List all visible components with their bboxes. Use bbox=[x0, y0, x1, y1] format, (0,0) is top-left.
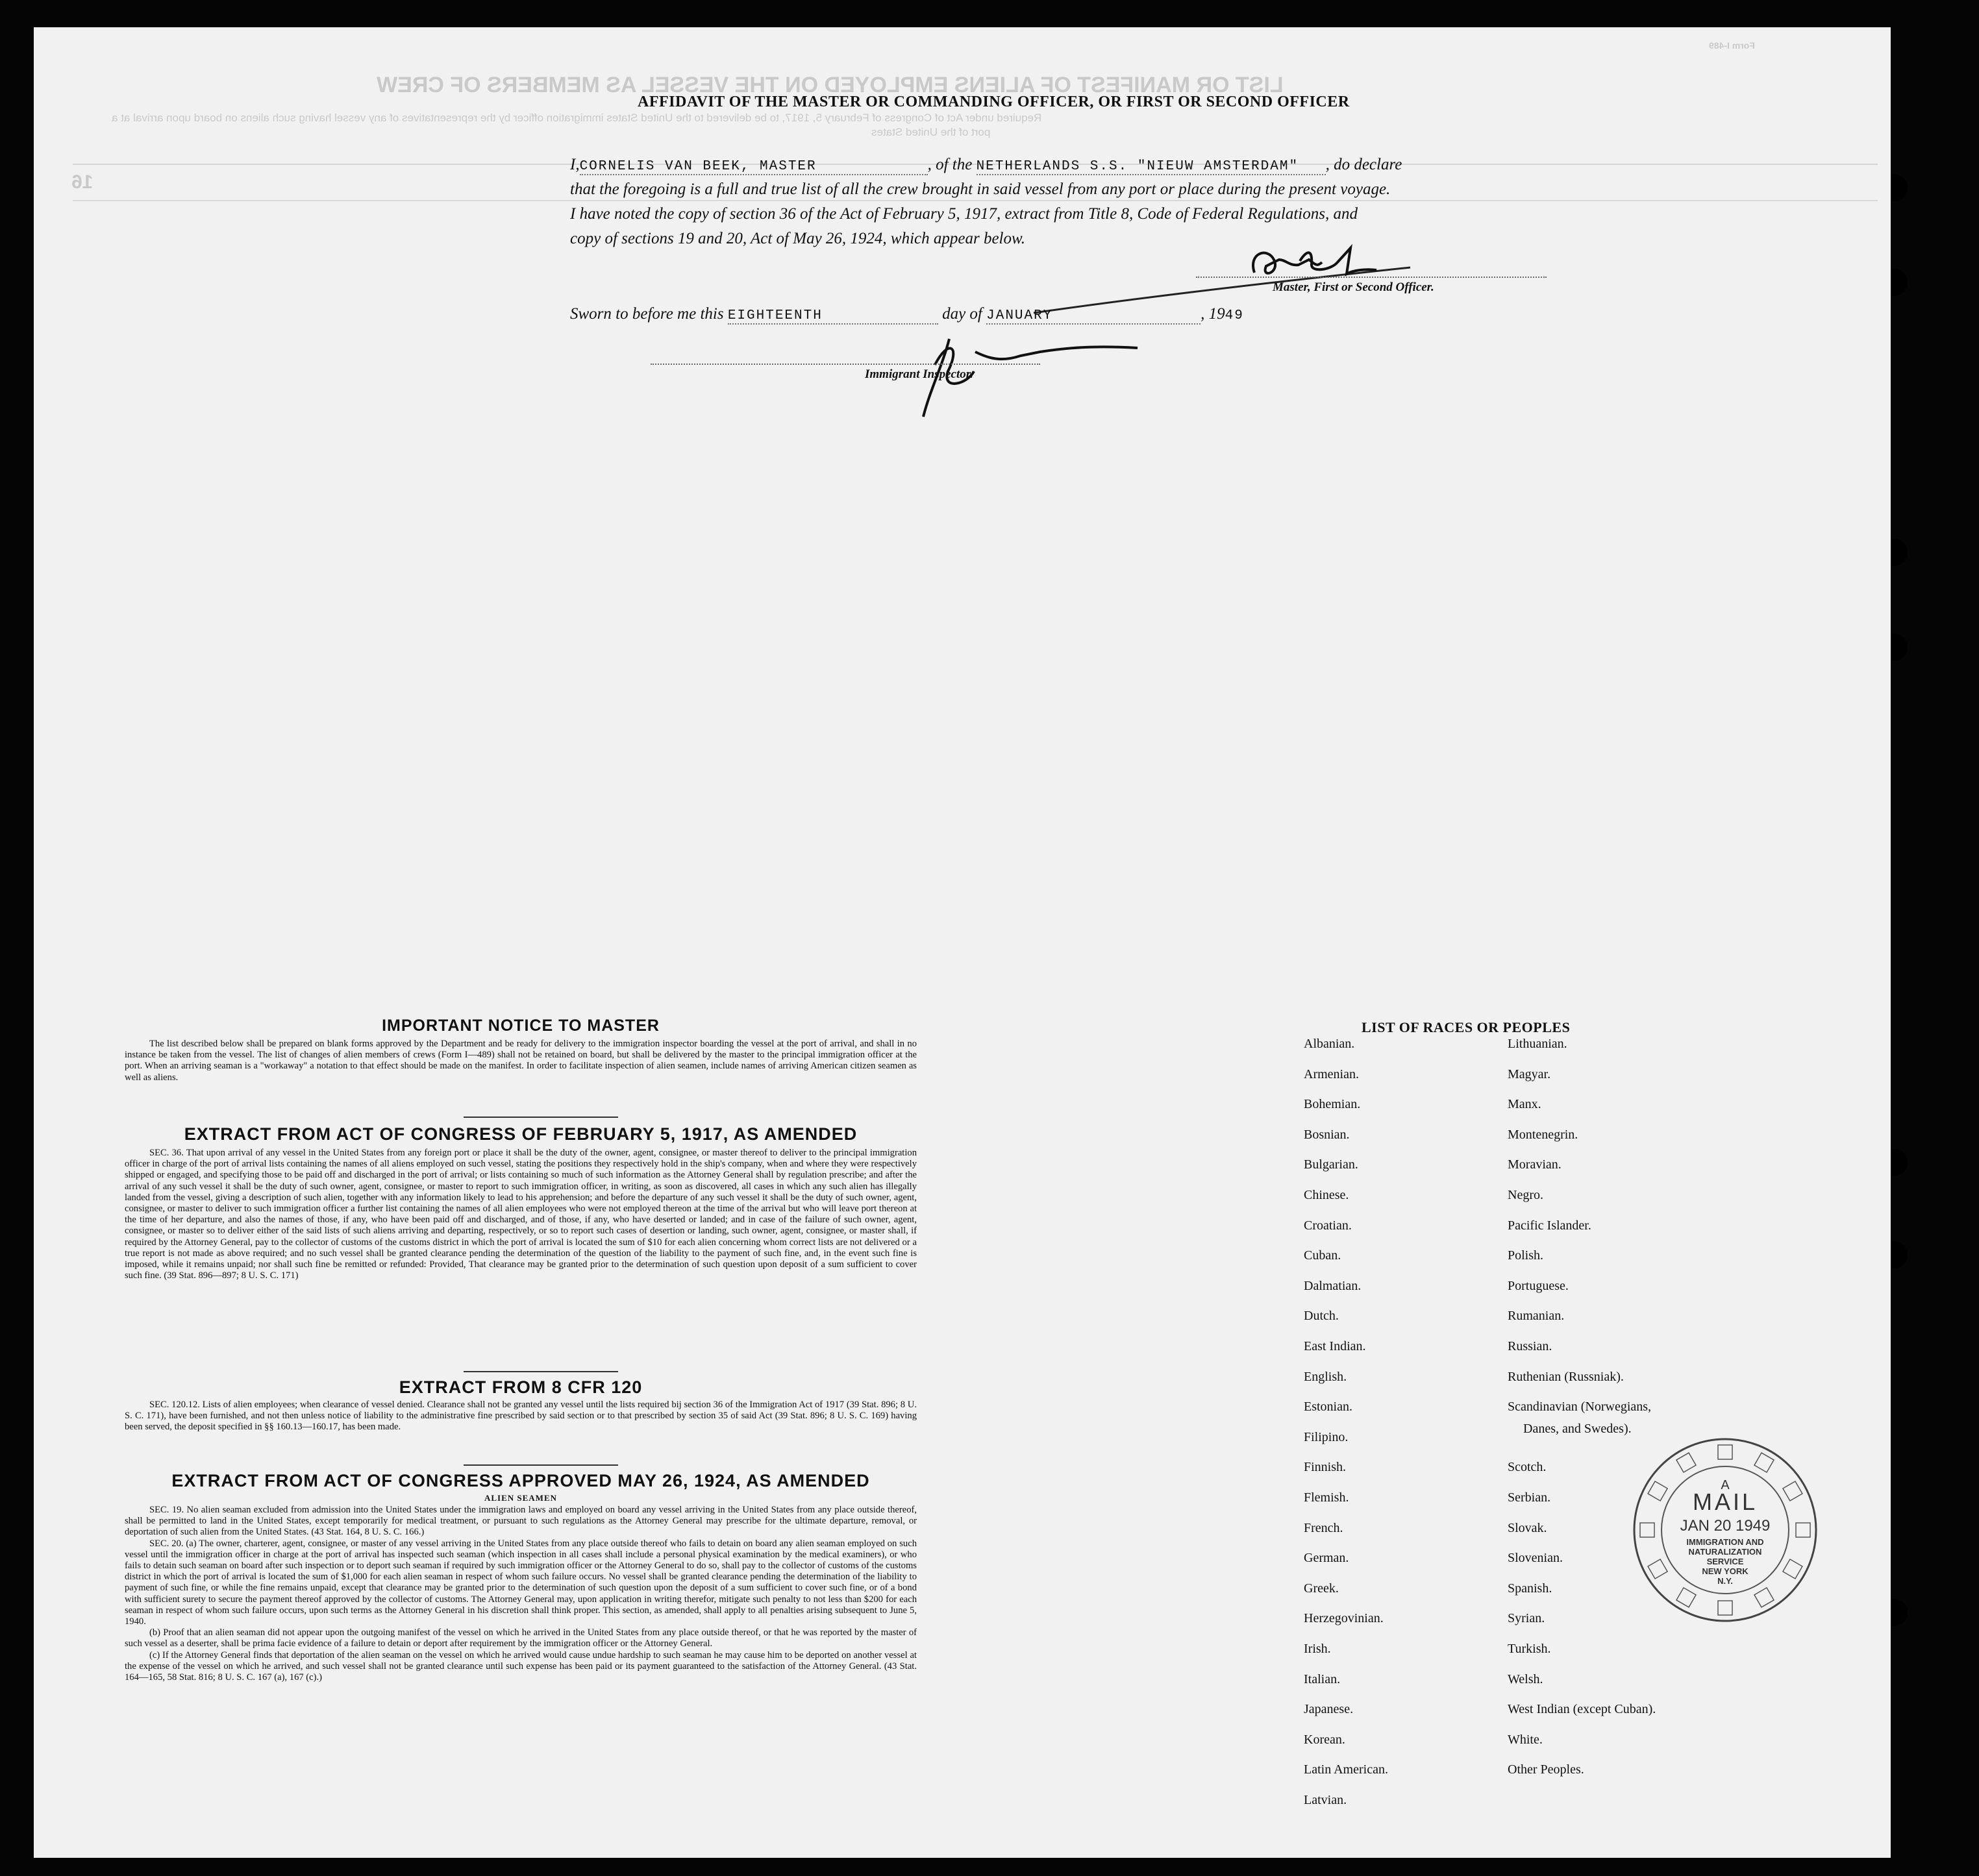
affidavit-title: AFFIDAVIT OF THE MASTER OR COMMANDING OFFICER, OR FIRST OR SECOND OFFICER bbox=[638, 93, 1350, 110]
sec-120-paragraph: SEC. 120.12. Lists of alien employees; when clearance of vessel denied. Clearance shall not be granted any vessel until the lists required bij section 36 of the Immigration Act of 1917 (39 Stat. 896; 8 U. S. C. 171), have been furnished, and not then unless notice of liability to the administrative fine prescribed by said section or to that prescribed by section 35 of said Act (39 Stat. 896; 8 U. S. C. 169) having been served, the deposit specified in §§ 160.13—160.17, has been made. bbox=[125, 1400, 917, 1433]
affidavit-declare: , do declare bbox=[1325, 156, 1402, 173]
stamp-mail: MAIL bbox=[1692, 1488, 1758, 1515]
stamp-agency-3: SERVICE bbox=[1706, 1557, 1744, 1566]
race-item: Pacific Islander. bbox=[1508, 1218, 1591, 1233]
extract-cfr-text bbox=[125, 1400, 917, 1433]
stamp-hour-box bbox=[1640, 1523, 1654, 1537]
affidavit-line-4: copy of sections 19 and 20, Act of May 26, 1924, which appear below. bbox=[570, 230, 1026, 247]
stamp-hour-box bbox=[1754, 1453, 1774, 1472]
race-item: Syrian. bbox=[1508, 1611, 1545, 1626]
race-item: Welsh. bbox=[1508, 1672, 1543, 1686]
stamp-agency-2: NATURALIZATION bbox=[1688, 1547, 1762, 1557]
race-item: Dalmatian. bbox=[1304, 1278, 1362, 1293]
race-item: West Indian (except Cuban). bbox=[1508, 1702, 1656, 1717]
extract-1917-title: EXTRACT FROM ACT OF CONGRESS OF FEBRUARY 5, 1917, AS AMENDED bbox=[184, 1124, 858, 1144]
page-number-ghost: 16 bbox=[71, 171, 93, 193]
stamp-hour-box bbox=[1676, 1588, 1696, 1607]
race-item: Filipino. bbox=[1304, 1429, 1349, 1444]
race-item: Japanese. bbox=[1304, 1702, 1354, 1717]
manifest-title-ghost: LIST OR MANIFEST OF ALIENS EMPLOYED ON THE VESSEL AS MEMBERS OF CREW bbox=[377, 73, 1284, 97]
stamp-hour-box bbox=[1676, 1453, 1696, 1472]
stamp-hour-box bbox=[1718, 1445, 1732, 1459]
sworn-year-prefix: , 19 bbox=[1201, 305, 1225, 323]
sec-19-paragraph: SEC. 19. No alien seaman excluded from admission into the United States under the immigration laws and employed on board any vessel arriving in the United States from any place outside thereof, shall be permitted to land in the United States, except temporarily for medical treatment, or pursuant to such regulations as the Attorney General may prescribe for the ultimate departure, removal, or deportation of such alien from the United States. (43 Stat. 164, 8 U. S. C. 166.) bbox=[125, 1505, 917, 1538]
race-item: Bulgarian. bbox=[1304, 1157, 1358, 1172]
affidavit-line-3: I have noted the copy of section 36 of the Act of February 5, 1917, extract from Title 8, Code of Federal Regulations, and bbox=[570, 205, 1358, 223]
race-item: Bosnian. bbox=[1304, 1127, 1350, 1142]
race-item: Serbian. bbox=[1508, 1490, 1551, 1505]
vessel-name: NETHERLANDS S.S. "NIEUW AMSTERDAM" bbox=[977, 159, 1326, 175]
inspector-signature-rule bbox=[651, 364, 1040, 365]
race-item: Negro. bbox=[1508, 1188, 1543, 1202]
race-item: Flemish. bbox=[1304, 1490, 1349, 1505]
section-divider bbox=[464, 1371, 618, 1372]
manifest-subtitle2-ghost: port of the United States bbox=[871, 126, 991, 138]
stamp-state: N.Y. bbox=[1717, 1576, 1733, 1586]
section-divider bbox=[464, 1464, 618, 1466]
affidavit-line-1 bbox=[570, 156, 1402, 175]
race-item: Scotch. bbox=[1508, 1460, 1547, 1475]
stamp-agency-1: IMMIGRATION AND bbox=[1686, 1537, 1764, 1547]
race-item: Danes, and Swedes). bbox=[1523, 1422, 1632, 1437]
race-item: Bohemian. bbox=[1304, 1097, 1361, 1112]
manifest-subtitle-ghost: Required under Act of Congress of February 5, 1917, to be delivered to the United States immigration officer by the representatives of any vessel having such aliens on board upon arrival at a bbox=[112, 112, 1042, 124]
race-item: Korean. bbox=[1304, 1732, 1345, 1747]
race-item: Slovak. bbox=[1508, 1520, 1547, 1535]
extract-cfr-title: EXTRACT FROM 8 CFR 120 bbox=[399, 1377, 643, 1397]
stamp-hour-box bbox=[1783, 1481, 1802, 1501]
race-item: East Indian. bbox=[1304, 1339, 1366, 1353]
stamp-hour-box bbox=[1718, 1601, 1732, 1615]
race-item: Portuguese. bbox=[1508, 1278, 1569, 1293]
stamp-line-a: A bbox=[1721, 1478, 1730, 1492]
race-item: German. bbox=[1304, 1551, 1349, 1566]
race-item: Latvian. bbox=[1304, 1793, 1347, 1807]
stamp-date: JAN 20 1949 bbox=[1680, 1517, 1771, 1535]
sec-20b-paragraph: (b) Proof that an alien seaman did not appear upon the outgoing manifest of the vessel on which he arrived in the United States from any place outside thereof, or that he was reported by the master of such vessel as a deserter, shall be prima facie evidence of a failure to detain or deport after requirement by the immigration officer or the Attorney General. bbox=[125, 1627, 917, 1649]
race-item: Cuban. bbox=[1304, 1248, 1341, 1263]
race-item: Manx. bbox=[1508, 1097, 1541, 1112]
sworn-line bbox=[570, 305, 1244, 325]
race-item: White. bbox=[1508, 1732, 1543, 1747]
stamp-hour-box bbox=[1754, 1588, 1774, 1607]
race-item: Moravian. bbox=[1508, 1157, 1562, 1172]
inspector-caption: Immigrant Inspector. bbox=[865, 367, 973, 381]
sworn-month: JANUARY bbox=[986, 308, 1201, 325]
sec-20c-paragraph: (c) If the Attorney General finds that deportation of the alien seaman on the vessel on which he arrived would cause undue hardship to such seaman he may cause him to be deported on another vessel at the expense of the vessel on which he arrived, and such vessel shall not be granted clearance until such expense has been paid or its payment guaranteed to the satisfaction of the Attorney General. (43 Stat. 164—165, 58 Stat. 816; 8 U. S. C. 167 (a), 167 (c).) bbox=[125, 1649, 917, 1683]
sworn-day-of: day of bbox=[942, 305, 982, 323]
race-item: Russian. bbox=[1508, 1339, 1552, 1353]
notice-text bbox=[125, 1039, 917, 1083]
race-item: Dutch. bbox=[1304, 1309, 1339, 1324]
notice-title: IMPORTANT NOTICE TO MASTER bbox=[382, 1017, 660, 1035]
affidavit-i: I, bbox=[570, 156, 580, 173]
notice-paragraph: The list described below shall be prepared on blank forms approved by the Department and be ready for delivery to the immigration inspector boarding the vessel at the port of arrival, and shall in no instance be taken from the vessel. The list of changes of alien members of crews (Form I—489) shall not be retained on board, but shall be delivered by the master to the principal immigration officer at the port. When an arriving seaman is a "workaway" a notation to that effect should be made on the manifest. In order to facilitate inspection of alien seamen, include names of arriving American citizen seamen as well as aliens. bbox=[125, 1039, 917, 1083]
race-item: Estonian. bbox=[1304, 1400, 1352, 1414]
immigration-mail-stamp bbox=[1631, 1436, 1819, 1624]
race-item: Greek. bbox=[1304, 1581, 1339, 1596]
race-item: Montenegrin. bbox=[1508, 1127, 1578, 1142]
master-name: CORNELIS VAN BEEK, MASTER bbox=[580, 159, 928, 175]
race-item: Chinese. bbox=[1304, 1188, 1349, 1202]
stamp-city: NEW YORK bbox=[1702, 1566, 1749, 1576]
race-item: Herzegovinian. bbox=[1304, 1611, 1384, 1626]
race-item: Italian. bbox=[1304, 1672, 1341, 1686]
extract-1924-title: EXTRACT FROM ACT OF CONGRESS APPROVED MAY 26, 1924, AS AMENDED bbox=[171, 1471, 870, 1490]
sworn-prefix: Sworn to before me this bbox=[570, 305, 724, 323]
race-item: Turkish. bbox=[1508, 1642, 1551, 1656]
race-item: Magyar. bbox=[1508, 1067, 1551, 1081]
master-signature-rule bbox=[1196, 277, 1547, 278]
stamp-hour-box bbox=[1796, 1523, 1810, 1537]
race-item: Scandinavian (Norwegians, bbox=[1508, 1400, 1652, 1414]
master-signature-caption: Master, First or Second Officer. bbox=[1273, 280, 1434, 294]
ghost-rule bbox=[73, 200, 1878, 201]
alien-seamen-subtitle: ALIEN SEAMEN bbox=[484, 1493, 558, 1503]
sworn-year: 49 bbox=[1225, 308, 1244, 323]
document-sheet bbox=[34, 27, 1891, 1858]
race-item: Finnish. bbox=[1304, 1460, 1347, 1475]
sec-36-paragraph: SEC. 36. That upon arrival of any vessel in the United States from any foreign port or place it shall be the duty of the owner, agent, consignee, or master thereof to deliver to the principal immigration officer in charge of the port of arrival lists containing the names of all aliens employed on such vessel, stating the positions they respectively hold in the ship's company, when and where they were respectively shipped or engaged, and specifying those to be paid off and discharged in the port of arrival; or lists containing so much of such information as the Attorney General shall by regulation prescribe; and after the arrival of any such vessel it shall be the duty of such owner, agent, consignee, or master to report to such immigration officer, in writing, as soon as discovered, all cases in which any such alien has illegally landed from the vessel, giving a description of such alien, together with any information likely to lead to his apprehension; and before the departure of any such vessel it shall be the duty of such owner, agent, consignee, or master to deliver to such immigration officer a further list containing the names of all alien employees who were not employed thereon at the time of the arrival but who will leave port thereon at the time of her departure, and also the names of those, if any, who have been paid off and discharged, and of those, if any, who have deserted or landed; and in case of the failure of such owner, agent, consignee, or master so to deliver either of the said lists of such aliens arriving and departing, respectively, or so to report such cases of desertion or landing, such owner, agent, consignee, or master shall, if required by the Attorney General, pay to the collector of customs of the customs district in which the port of arrival is located the sum of $10 for each alien concerning whom correct lists are not delivered or a true report is not made as above required; and no such vessel shall be granted clearance pending the determination of the question of the liability to the payment of such fine, and, in the event such fine is imposed, while it remains unpaid; nor shall such fine be remitted or refunded: Provided, That clearance may be granted prior to the determination of such question upon deposit of a sum sufficient to cover such fine. (39 Stat. 896—897; 8 U. S. C. 171) bbox=[125, 1148, 917, 1281]
race-item: Ruthenian (Russniak). bbox=[1508, 1369, 1624, 1384]
race-item: French. bbox=[1304, 1520, 1343, 1535]
race-item: Polish. bbox=[1508, 1248, 1544, 1263]
races-title: LIST OF RACES OR PEOPLES bbox=[1362, 1019, 1571, 1035]
extract-1917-text bbox=[125, 1148, 917, 1281]
race-item: Lithuanian. bbox=[1508, 1037, 1567, 1051]
race-item: Croatian. bbox=[1304, 1218, 1352, 1233]
race-item: Spanish. bbox=[1508, 1581, 1552, 1596]
race-item: Albanian. bbox=[1304, 1037, 1355, 1051]
affidavit-of-the: , of the bbox=[927, 156, 973, 173]
race-item: Latin American. bbox=[1304, 1762, 1388, 1777]
extract-1924-text bbox=[125, 1505, 917, 1683]
sec-20a-paragraph: SEC. 20. (a) The owner, charterer, agent, consignee, or master of any vessel arriving in the United States from any place outside thereof who fails to detain on board any alien seaman employed on such vessel until the immigration officer in charge at the port of arrival has inspected such seaman (which inspection in all cases shall include a personal physical examination by the medical examiners), or who fails to detain such seaman on board after such inspection or to deport such seaman if required by such immigration officer or the Attorney General to do so, shall pay to the collector of customs of the customs district in which the port of arrival is located the sum of $1,000 for each alien seaman in respect of whom such failure occurs. No vessel shall be granted clearance pending the determination of the liability to payment of such fine, or while the fine remains unpaid, except that clearance may be granted prior to the determination of such question upon the deposit of a sum sufficient to cover such fine, or of a bond with sufficient surety to secure the payment thereof approved by the collector of customs. The Attorney General may, upon application in writing therefor, mitigate such penalty to not less than $200 for each seaman in respect of whom such failure occurs, upon such terms as the Attorney General in his discretion shall think proper. This section, as amended, shall apply to all penalties arising subsequent to June 5, 1940. bbox=[125, 1538, 917, 1627]
stamp-hour-box bbox=[1648, 1559, 1667, 1579]
form-number-ghost: Form I-489 bbox=[1709, 40, 1755, 51]
race-item: English. bbox=[1304, 1369, 1347, 1384]
stamp-hour-box bbox=[1783, 1559, 1802, 1579]
race-item: Armenian. bbox=[1304, 1067, 1359, 1081]
stamp-hour-box bbox=[1648, 1481, 1667, 1501]
sworn-day: EIGHTEENTH bbox=[728, 308, 938, 325]
race-item: Irish. bbox=[1304, 1642, 1331, 1656]
race-item: Slovenian. bbox=[1508, 1551, 1563, 1566]
race-item: Other Peoples. bbox=[1508, 1762, 1584, 1777]
section-divider bbox=[464, 1117, 618, 1118]
race-item: Rumanian. bbox=[1508, 1309, 1565, 1324]
affidavit-line-2: that the foregoing is a full and true list of all the crew brought in said vessel from any port or place during the present voyage. bbox=[570, 180, 1391, 198]
races-left-column bbox=[1304, 1037, 1499, 1855]
